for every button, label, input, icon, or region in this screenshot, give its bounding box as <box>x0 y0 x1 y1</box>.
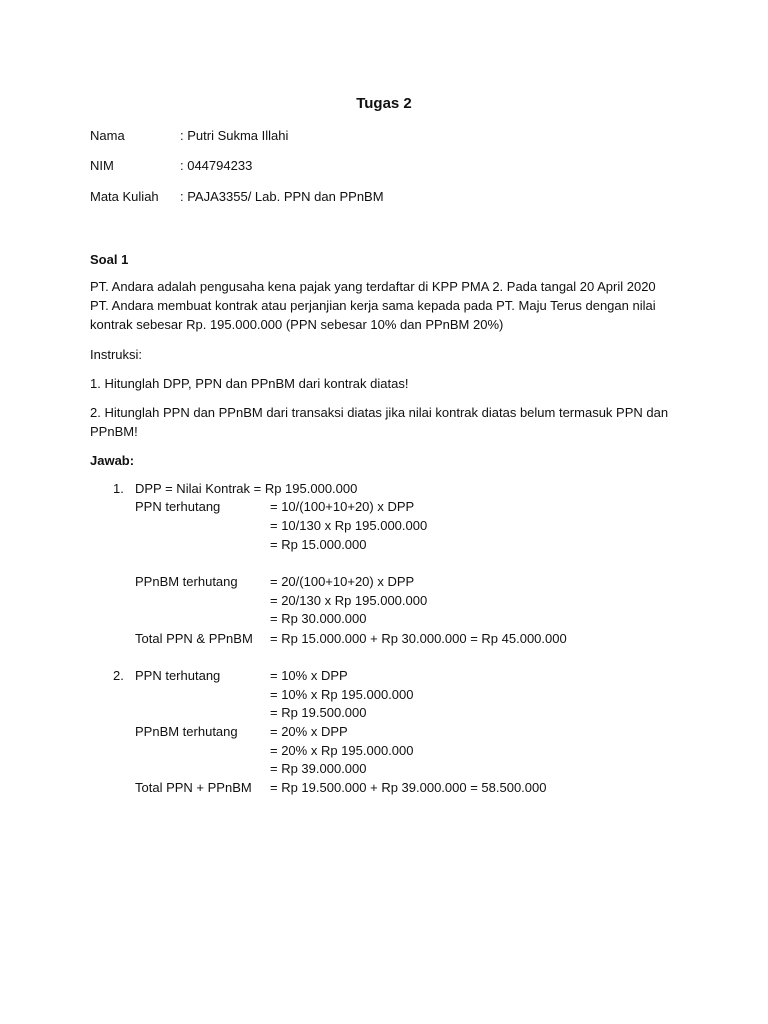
instruksi-item: 1. Hitunglah DPP, PPN dan PPnBM dari kontrak diatas! <box>90 376 409 391</box>
info-value: : 044794233 <box>180 158 253 173</box>
answer2-ppn-step-row <box>0 687 768 705</box>
info-value: : Putri Sukma Illahi <box>180 128 289 143</box>
calc-label: Total PPN + PPnBM <box>135 780 252 795</box>
answer1-dpp-row <box>0 481 768 499</box>
answer-number: 1. <box>113 481 124 496</box>
soal-heading: Soal 1 <box>90 252 129 267</box>
calc-step: = Rp 39.000.000 <box>270 761 367 776</box>
calc-label: PPnBM terhutang <box>135 574 238 589</box>
info-label: Mata Kuliah <box>90 189 159 204</box>
instruksi-item: 2. Hitunglah PPN dan PPnBM dari transaksi diatas jika nilai kontrak diatas belum termasuk PPN dan PPnBM! <box>90 405 669 439</box>
calc-label: PPnBM terhutang <box>135 724 238 739</box>
answer1-ppnbm-row <box>0 574 768 592</box>
calc-step: = 20% x Rp 195.000.000 <box>270 743 414 758</box>
dpp-line: DPP = Nilai Kontrak = Rp 195.000.000 <box>135 481 358 496</box>
answer-number: 2. <box>113 668 124 683</box>
calc-step: = 10% x Rp 195.000.000 <box>270 687 414 702</box>
calc-step: = 20/130 x Rp 195.000.000 <box>270 593 428 608</box>
answer1-total-row <box>0 631 768 649</box>
answer1-ppn-result-row <box>0 537 768 555</box>
calc-step: = Rp 15.000.000 <box>270 537 367 552</box>
answer2-total-row <box>0 780 768 798</box>
calc-label: PPN terhutang <box>135 668 221 683</box>
calc-step: = 10/130 x Rp 195.000.000 <box>270 518 428 533</box>
calc-step: = 10/(100+10+20) x DPP <box>270 499 415 514</box>
document-title: Tugas 2 <box>356 95 412 112</box>
answer1-ppnbm-result-row <box>0 611 768 629</box>
calc-total: = Rp 15.000.000 + Rp 30.000.000 = Rp 45.000.000 <box>270 631 567 646</box>
answer2-ppnbm-row <box>0 724 768 742</box>
soal-text: PT. Andara adalah pengusaha kena pajak yang terdaftar di KPP PMA 2. Pada tangal 20 April 2020 PT. Andara membuat kontrak atau perjanjian kerja sama kepada pada PT. Maju Terus dengan nilai kontrak sebesar Rp. 195.000.000 (PPN sebesar 10% dan PPnBM 20%) <box>90 279 656 332</box>
calc-step: = 20/(100+10+20) x DPP <box>270 574 415 589</box>
calc-step: = Rp 19.500.000 <box>270 705 367 720</box>
answer1-ppn-step-row <box>0 518 768 536</box>
answer2-ppnbm-step-row <box>0 743 768 761</box>
answer2-ppn-result-row <box>0 705 768 723</box>
calc-total: = Rp 19.500.000 + Rp 39.000.000 = 58.500.000 <box>270 780 547 795</box>
jawab-label: Jawab: <box>90 453 135 468</box>
info-label: Nama <box>90 128 125 143</box>
info-label: NIM <box>90 158 114 173</box>
calc-label: Total PPN & PPnBM <box>135 631 253 646</box>
calc-step: = 10% x DPP <box>270 668 348 683</box>
calc-step: = 20% x DPP <box>270 724 348 739</box>
answer1-ppn-row <box>0 499 768 517</box>
answer1-ppnbm-step-row <box>0 593 768 611</box>
instruksi-label: Instruksi: <box>90 347 143 362</box>
info-value: : PAJA3355/ Lab. PPN dan PPnBM <box>180 189 384 204</box>
answer2-ppn-row <box>0 668 768 686</box>
answer2-ppnbm-result-row <box>0 761 768 779</box>
calc-step: = Rp 30.000.000 <box>270 611 367 626</box>
calc-label: PPN terhutang <box>135 499 221 514</box>
